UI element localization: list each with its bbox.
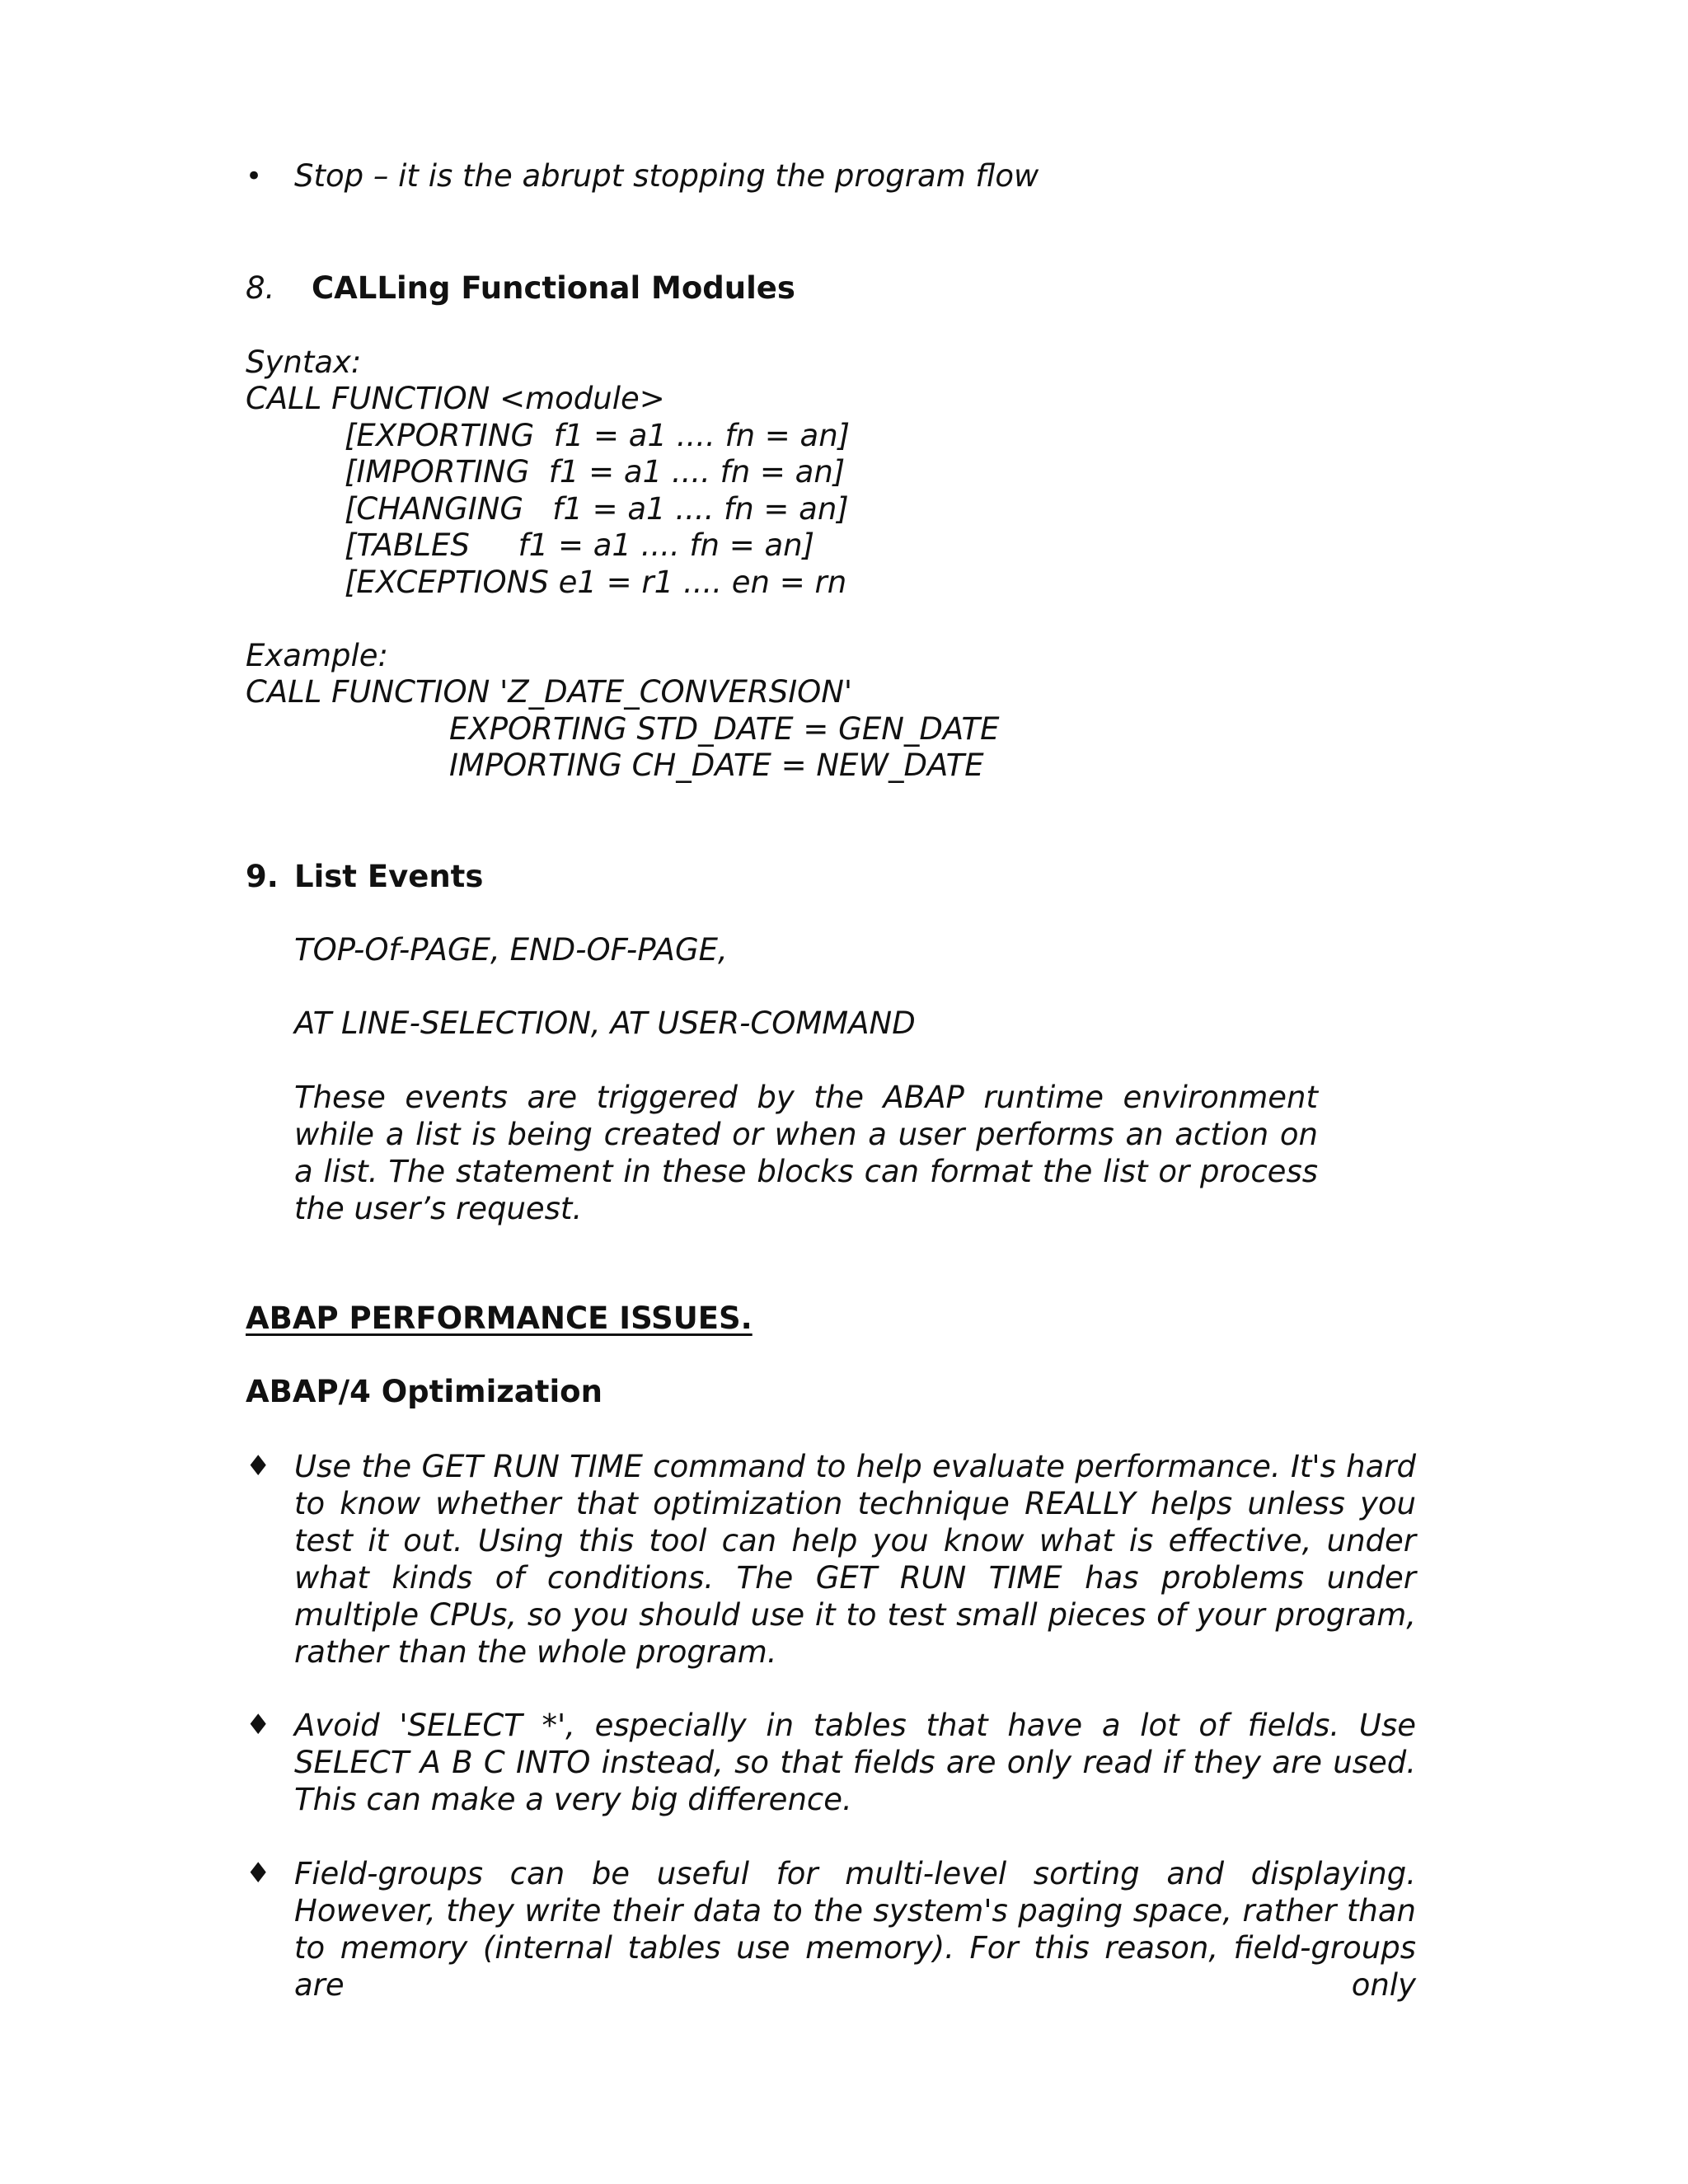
syntax-line: [EXCEPTIONS e1 = r1 .... en = rn	[345, 565, 847, 600]
section-8-title: CALLing Functional Modules	[312, 270, 795, 306]
list-events-paragraph: These events are triggered by the ABAP runtime environment while a list is being created or when a user performs an action on a list. The statement in these blocks can format the list or process the user’s request.	[294, 1080, 1318, 1226]
diamond-bullet-icon: ♦	[246, 1857, 271, 1890]
performance-heading: ABAP PERFORMANCE ISSUES.	[246, 1301, 753, 1336]
optimization-subheading: ABAP/4 Optimization	[246, 1374, 603, 1409]
syntax-line: CALL FUNCTION <module>	[246, 381, 665, 416]
syntax-line: [CHANGING f1 = a1 .... fn = an]	[345, 491, 849, 527]
list-events-line: TOP-Of-PAGE, END-OF-PAGE,	[294, 932, 728, 968]
section-9-title: List Events	[294, 859, 484, 894]
syntax-line: [TABLES f1 = a1 .... fn = an]	[345, 527, 815, 563]
diamond-bullet-icon: ♦	[246, 1708, 271, 1741]
syntax-line: [IMPORTING f1 = a1 .... fn = an]	[345, 454, 846, 490]
syntax-label: Syntax:	[246, 344, 362, 380]
example-line: IMPORTING CH_DATE = NEW_DATE	[449, 748, 984, 783]
optimization-item: Field-groups can be useful for multi-level sorting and displaying. However, they write their data to the system's paging space, rather than to memory (internal tables use memory). For this reason, field-groups are only	[294, 1856, 1416, 2003]
section-9-number: 9.	[246, 859, 279, 894]
stop-bullet-text: Stop – it is the abrupt stopping the program flow	[294, 158, 1039, 194]
optimization-item: Use the GET RUN TIME command to help evaluate performance. It's hard to know whether that optimization technique REALLY helps unless you test it out. Using this tool can help you know what is effective, under what kinds of conditions. The GET RUN TIME has problems under multiple CPUs, so you should use it to test small pieces of your program, rather than the whole program.	[294, 1449, 1416, 1670]
section-8-number: 8.	[246, 270, 275, 306]
bullet-dot-icon: •	[246, 160, 263, 193]
optimization-item: Avoid 'SELECT *', especially in tables that have a lot of fields. Use SELECT A B C INTO instead, so that fields are only read if they are used. This can make a very big difference.	[294, 1708, 1416, 1817]
list-events-line: AT LINE-SELECTION, AT USER-COMMAND	[294, 1005, 916, 1041]
example-label: Example:	[246, 638, 388, 673]
diamond-bullet-icon: ♦	[246, 1450, 271, 1483]
example-line: EXPORTING STD_DATE = GEN_DATE	[449, 711, 1000, 747]
syntax-line: [EXPORTING f1 = a1 .... fn = an]	[345, 418, 851, 453]
example-line: CALL FUNCTION 'Z_DATE_CONVERSION'	[246, 674, 853, 710]
